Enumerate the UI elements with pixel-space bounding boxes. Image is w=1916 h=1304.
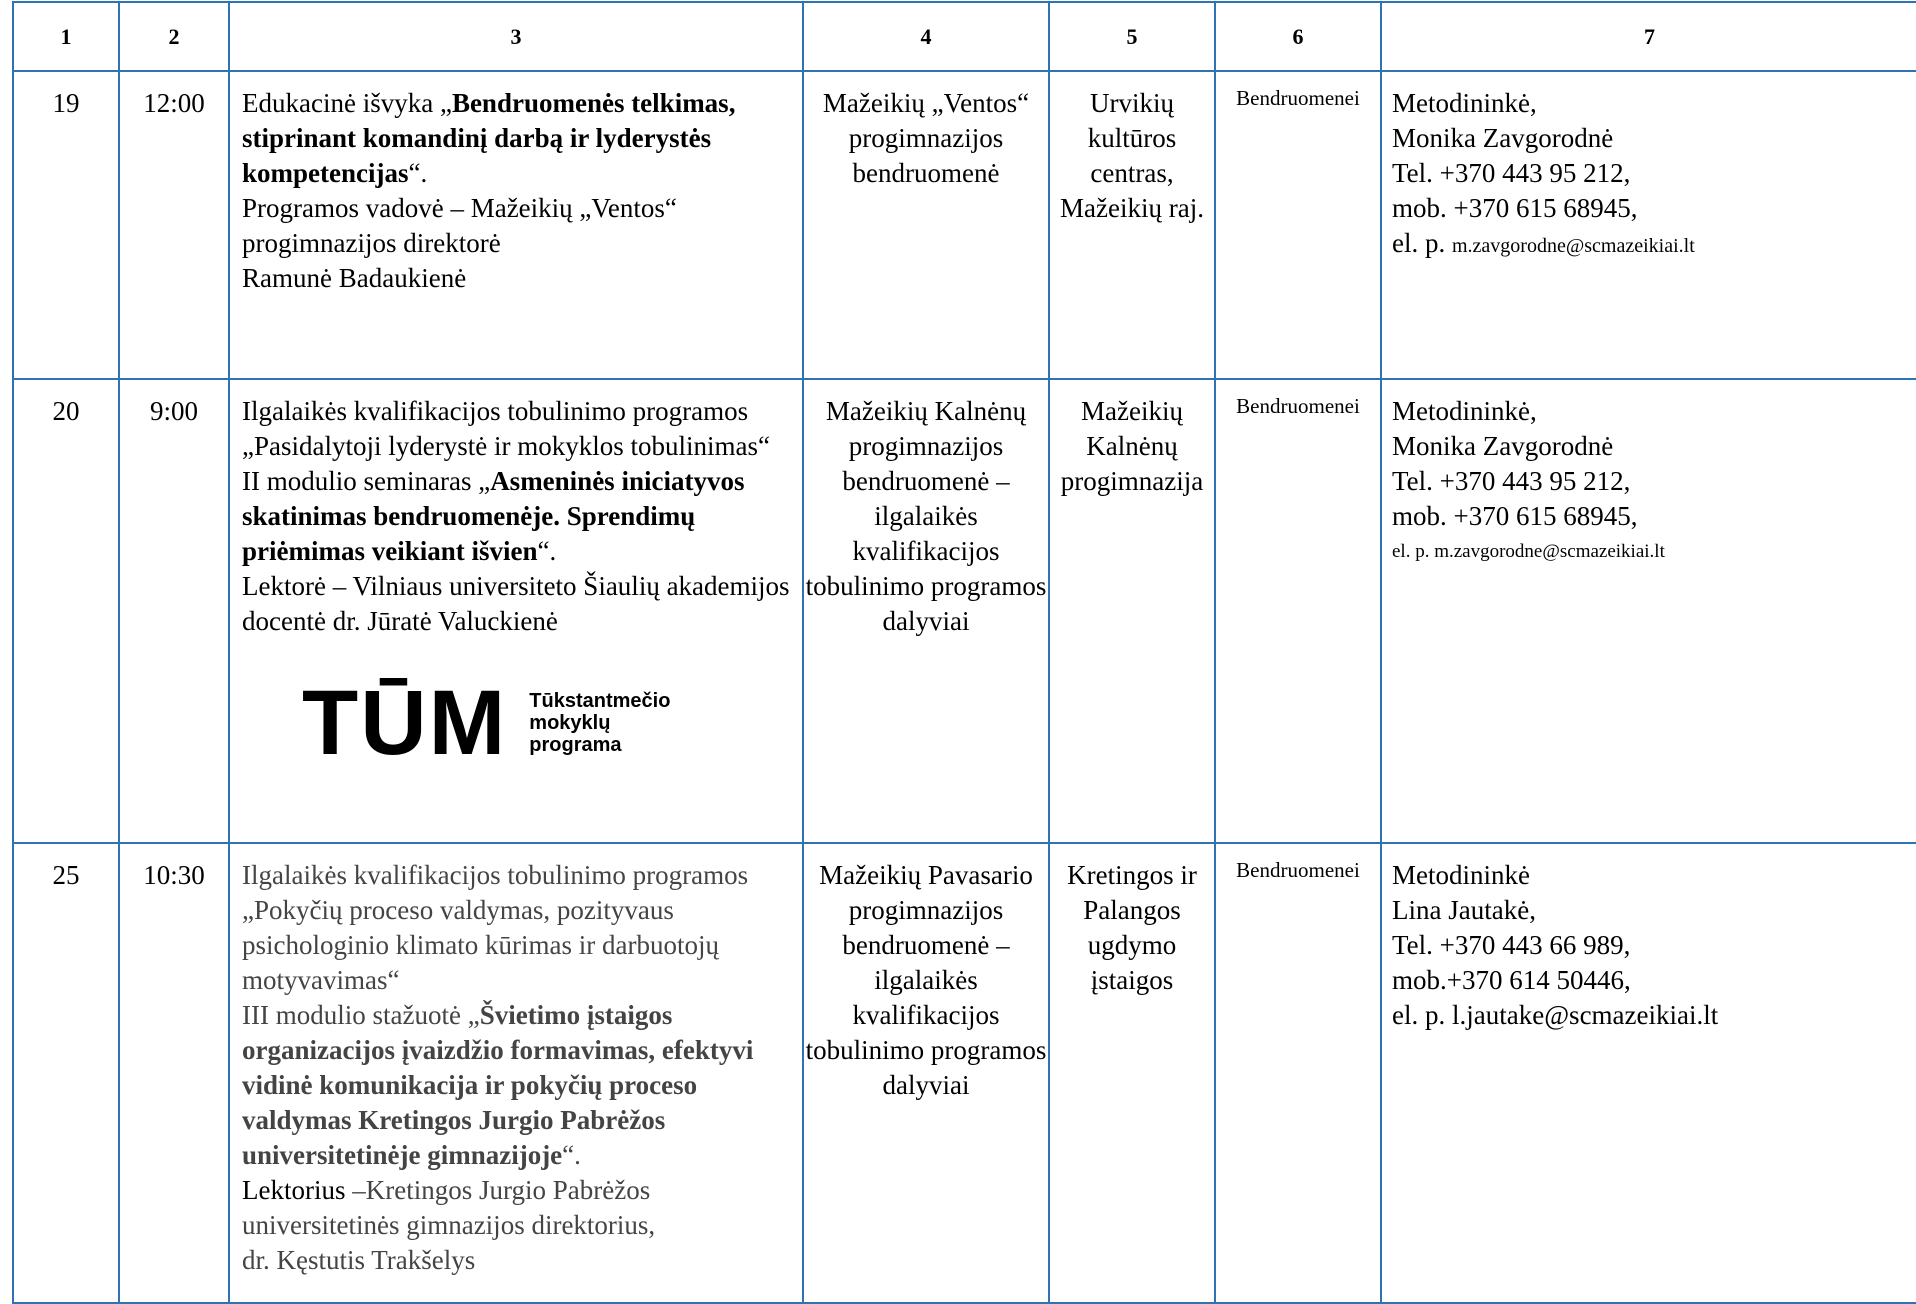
event-participants: Mažeikių Kalnėnų progimnazijos bendruomenė – ilgalaikės kvalifikacijos tobulinimo programos dalyviai — [803, 379, 1049, 843]
contact-email-label: el. p. — [1392, 228, 1452, 258]
desc-title: Bendruomenės telkimas, stiprinant komandinį darbą ir lyderystės kompetencijas — [242, 88, 736, 188]
desc-title: Švietimo įstaigos organizacijos įvaizdžio formavimas, efektyvi vidinė komunikacija ir pokyčių proceso valdymas Kretingos Jurgio Pabrėžos universitetinėje gimnazijoje — [242, 1000, 754, 1170]
contact-name: Lina Jautakė, — [1392, 895, 1536, 925]
table-row — [13, 379, 1916, 843]
desc-lecturer: –Kretingos Jurgio Pabrėžos universitetinės gimnazijos direktorius, — [242, 1175, 656, 1240]
desc-text: Ilgalaikės kvalifikacijos tobulinimo programos „Pokyčių proceso valdymas, pozityvaus psichologinio klimato kūrimas ir darbuotojų motyvavimas“ — [242, 860, 749, 995]
contact-name: Monika Zavgorodnė — [1392, 123, 1614, 153]
tum-logo-mark: TŪM — [302, 672, 508, 774]
event-description — [229, 379, 803, 843]
contact-role: Metodininkė, — [1392, 88, 1537, 118]
contact-phone: Tel. +370 443 95 212, — [1392, 466, 1631, 496]
desc-text: “. — [408, 158, 428, 188]
contact-phone: Tel. +370 443 66 989, — [1392, 930, 1631, 960]
tum-logo — [302, 672, 792, 774]
event-contact — [1381, 71, 1916, 379]
column-header-2: 2 — [119, 2, 229, 71]
event-time: 12:00 — [119, 71, 229, 379]
desc-text: “. — [537, 536, 557, 566]
tum-logo-text: Tūkstantmečio mokyklų programa — [529, 690, 671, 756]
event-contact — [1381, 379, 1916, 843]
desc-lecturer-label: Lektorius — [242, 1175, 346, 1205]
event-place: Kretingos ir Palangos ugdymo įstaigos — [1049, 843, 1215, 1303]
column-header-7: 7 — [1381, 2, 1916, 71]
contact-role: Metodininkė — [1392, 860, 1530, 890]
event-time: 10:30 — [119, 843, 229, 1303]
event-description — [229, 843, 803, 1303]
desc-lecturer: Lektorė – Vilniaus universiteto Šiaulių akademijos docentė dr. Jūratė Valuckienė — [242, 571, 790, 636]
event-day: 25 — [13, 843, 119, 1303]
events-table — [12, 1, 1916, 1304]
desc-leader-name: Ramunė Badaukienė — [242, 263, 467, 293]
event-audience: Bendruomenei — [1215, 379, 1381, 843]
table-row — [13, 843, 1916, 1303]
contact-role: Metodininkė, — [1392, 396, 1537, 426]
table-row — [13, 71, 1916, 379]
header-row — [13, 2, 1916, 71]
desc-text: Edukacinė išvyka „ — [242, 88, 452, 118]
event-place: Mažeikių Kalnėnų progimnazija — [1049, 379, 1215, 843]
contact-phone: Tel. +370 443 95 212, — [1392, 158, 1631, 188]
contact-mobile: mob.+370 614 50446, — [1392, 965, 1631, 995]
desc-text: “. — [562, 1140, 581, 1170]
contact-email[interactable]: el. p. l.jautake@scmazeikiai.lt — [1392, 1000, 1719, 1030]
event-place: Urvikių kultūros centras, Mažeikių raj. — [1049, 71, 1215, 379]
column-header-1: 1 — [13, 2, 119, 71]
column-header-3: 3 — [229, 2, 803, 71]
event-time: 9:00 — [119, 379, 229, 843]
desc-title: Asmeninės iniciatyvos skatinimas bendruomenėje. Sprendimų priėmimas veikiant išvien — [242, 466, 745, 566]
event-day: 19 — [13, 71, 119, 379]
contact-mobile: mob. +370 615 68945, — [1392, 193, 1638, 223]
event-description — [229, 71, 803, 379]
column-header-6: 6 — [1215, 2, 1381, 71]
event-day: 20 — [13, 379, 119, 843]
contact-name: Monika Zavgorodnė — [1392, 431, 1614, 461]
desc-text: III modulio stažuotė „ — [242, 1000, 480, 1030]
event-contact — [1381, 843, 1916, 1303]
contact-mobile: mob. +370 615 68945, — [1392, 501, 1638, 531]
desc-leader: Programos vadovė – Mažeikių „Ventos“ progimnazijos direktorė — [242, 193, 677, 258]
column-header-5: 5 — [1049, 2, 1215, 71]
contact-email-line — [1392, 226, 1909, 264]
desc-text: Ilgalaikės kvalifikacijos tobulinimo programos „Pasidalytoji lyderystė ir mokyklos tobulinimas“ II modulio seminaras „ — [242, 396, 770, 496]
desc-lecturer-name: dr. Kęstutis Trakšelys — [242, 1245, 476, 1275]
contact-email[interactable]: el. p. m.zavgorodne@scmazeikiai.lt — [1392, 541, 1665, 562]
event-audience: Bendruomenei — [1215, 71, 1381, 379]
event-audience: Bendruomenei — [1215, 843, 1381, 1303]
contact-email[interactable]: m.zavgorodne@scmazeikiai.lt — [1452, 235, 1695, 257]
event-participants: Mažeikių Pavasario progimnazijos bendruomenė – ilgalaikės kvalifikacijos tobulinimo programos dalyviai — [803, 843, 1049, 1303]
event-participants: Mažeikių „Ventos“ progimnazijos bendruomenė — [803, 71, 1049, 379]
column-header-4: 4 — [803, 2, 1049, 71]
